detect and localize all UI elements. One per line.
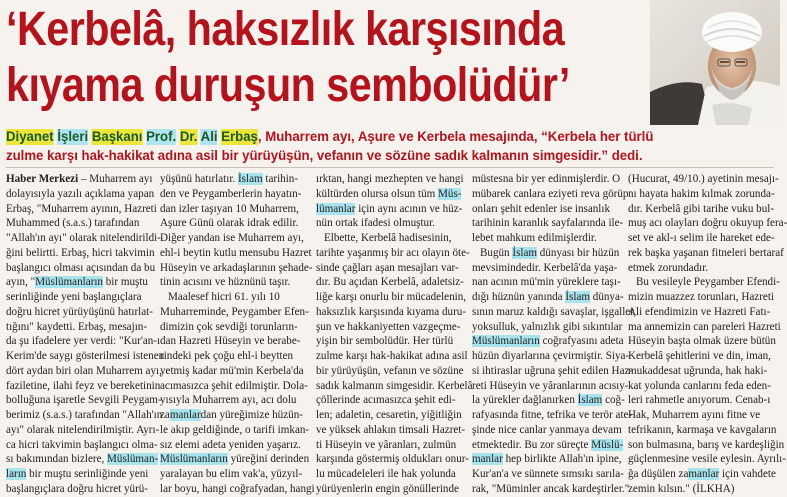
body-line: faziletine, ilahi feyz ve bereketinin: [6, 379, 161, 392]
body-line: lar boyu, hangi coğrafyadan, hangi: [160, 482, 315, 495]
body-line: nün ortak ifadesi olmuştur.: [316, 217, 435, 230]
body-line: dığı hüznün yanında İslam dünya-: [472, 291, 624, 303]
body-line: yısıyla Muharrem ayı, acı dolu: [160, 394, 297, 407]
body-line: sinde çağları aşan mesajları var-: [316, 261, 459, 274]
body-line: yüşünü hatırlatır. İslam tarihin-: [160, 173, 299, 185]
body-line: rindeki pek çoğu ehl-i beytten: [160, 350, 294, 362]
body-line: Bugün İslam dünyası bir hüzün: [480, 246, 620, 259]
body-line: mübarek canlara eziyeti reva görüp: [472, 187, 629, 200]
body-line: Bu vesileyle Peygamber Efendi-: [636, 276, 780, 289]
deck-name-1: Diyanet: [6, 129, 54, 145]
body-line: onları şehit edenler ise insanlık: [472, 202, 611, 215]
body-line: lebet mahkum edilmişlerdir.: [472, 232, 597, 244]
body-line: Haber Merkezi – Muharrem ayı: [6, 173, 153, 185]
body-line: si ihtiraslar uğruna şehit edilen Haz-: [472, 364, 634, 377]
body-line: Aşure Günü olarak idrak edilir.: [160, 217, 299, 230]
text-column-1: [6, 172, 165, 495]
body-line: dan Hazreti Hüseyin ve berabe-: [160, 335, 301, 348]
body-line: son bulmasına, barış ve kardeşliğin: [628, 438, 785, 451]
body-line: yaralayan bu elim vak'a, yüzyıl-: [160, 468, 303, 480]
body-line: tığını" kaydetti. Erbaş, mesajın-: [6, 320, 148, 333]
body-line: Hüseyin başta olmak üzere bütün: [628, 335, 776, 348]
body-line: Kerbelâ şehitlerini ve din, iman,: [628, 350, 771, 362]
body-line: başlangıçlara doğru hicret yürü-: [6, 482, 149, 495]
body-line: manlar hep birlikte Allah'ın ipine,: [472, 453, 622, 466]
body-line: Elbette, Kerbelâ hadisesinin,: [324, 232, 452, 244]
deck-name-3: Başkanı: [91, 129, 143, 145]
body-line: hüzün diyarlarına çevirmiştir. Siya-: [472, 350, 630, 362]
body-line: sadık kalmanın simgesidir. Kerbelâ: [316, 379, 473, 392]
body-line: Diğer yandan ise Muharrem ayı,: [160, 232, 304, 244]
body-line: karşında göstermiş oldukları onur-: [316, 453, 469, 466]
body-line: ehl-i beytin kutlu mensubu Hazret: [160, 246, 312, 259]
body-line: dolayısıyla yazılı açıklama yapan: [6, 187, 155, 200]
body-line: acımasızca şehit edilmiştir. Dola-: [160, 379, 308, 392]
divider: [6, 167, 774, 168]
body-line: Erbaş, "Muharrem ayının, Hazreti: [6, 202, 157, 215]
body-line: rak, "Müminler ancak kardeştirler.": [472, 482, 630, 495]
body-line: leri rahmetle anıyorum. Cenab-ı: [628, 394, 771, 407]
body-line: güçlenmesine vesile eylesin. Ayrılı-: [628, 453, 786, 466]
body-line: yişin bir sembolüdür. Her türlü: [316, 335, 454, 348]
portrait-photo: [650, 0, 780, 125]
body-line: ti Hüseyin ve yâranları, zulmün: [316, 438, 457, 451]
body-line: muş acı olayları doğru okuyup fera-: [628, 217, 787, 230]
body-line: da şu ifadelere yer verdi: "Kur'an-ı: [6, 335, 161, 348]
body-line: Maalesef hicri 61. yılı 10: [168, 291, 280, 303]
body-line: Muhammed (s.a.s.) tarafından: [6, 217, 140, 230]
body-line: lümanlar için aynı acının ve hüz-: [316, 202, 463, 215]
body-line: mizin muazzez torunları, Hazreti: [628, 291, 774, 303]
body-line: ğa düşülen zamanlar için vahdete: [628, 468, 776, 480]
body-line: Müslümanların yüreğini derinden: [160, 453, 310, 466]
body-line: etmek zorundadır.: [628, 261, 709, 274]
text-column-3: [316, 172, 473, 495]
body-line: tinin acısını ve hüznünü taşır.: [160, 276, 291, 289]
body-line: len; adaletin, cesaretin, yiğitliğin: [316, 409, 462, 421]
body-line: yürüyenlerin engin gönüllerinde: [316, 482, 459, 495]
body-line: Kerim'de saygı gösterilmesi istenen: [6, 350, 165, 362]
deck-line-1-rest: , Muharrem ayı, Aşure ve Kerbela mesajında, “Kerbela her türlü: [257, 129, 654, 145]
article-deck: [6, 128, 722, 166]
body-line: Müslümanların coğrafyasını adeta: [472, 335, 624, 348]
deck-name-7: Erbaş: [221, 129, 258, 145]
body-line: etmektedir. Bu zor süreçte Müslü-: [472, 438, 624, 451]
text-column-2: [160, 172, 315, 495]
body-line: dır. Bu açıdan Kerbelâ, adaletsiz-: [316, 276, 464, 289]
headline-line-1: ‘Kerbelâ, haksızlık karşısında: [6, 3, 565, 56]
body-line: dır. Kerbelâ gibi tarihe vuku bul-: [628, 202, 775, 215]
body-line: ve yüksek ahlakın timsali Hazret-: [316, 423, 466, 436]
body-line: dört aydan biri olan Muharrem ayı,: [6, 364, 162, 377]
body-line: zamanlardan yüreğimize hüzün-: [160, 409, 303, 421]
body-line: ların bir muştu serinliğinde yeni: [6, 468, 149, 480]
body-line: kültürden olursa olsun tüm Müs-: [316, 187, 462, 200]
body-line: Hüseyin ve arkadaşlarının şehade-: [160, 261, 313, 274]
body-line: (Hucurat, 49/10.) ayetinin mesajı-: [628, 173, 779, 185]
body-line: haksızlık karşısında kıyama duru-: [316, 305, 467, 318]
body-line: yoksulluk, yalnızlık gibi sıkıntılar: [472, 320, 623, 333]
body-line: Hak, Muharrem ayını fitne ve: [628, 409, 761, 421]
body-line: Ali efendimizin ve Hazreti Fatı-: [628, 305, 771, 318]
body-line: rek başka yaşanan fitneleri bertaraf: [628, 246, 784, 259]
body-line: reti Hüseyin ve yâranlarının acısıy-: [472, 379, 629, 392]
body-line: nan acının mü'min yüreklere taşı-: [472, 276, 621, 289]
body-line: dimizin çok sevdiği torunların-: [160, 320, 298, 333]
body-line: ma annemizin can pareleri Hazreti: [628, 320, 781, 333]
body-line: şinde nice canlar yanmaya devam: [472, 423, 622, 436]
body-line: başlangıcı olması açısından da bu: [6, 261, 156, 274]
deck-line-1: [6, 128, 722, 147]
headline-line-2: kıyama duruşun sembolüdür’: [6, 59, 570, 112]
body-line: set ve akl-ı selim ile hareket ede-: [628, 232, 775, 244]
body-line: dan izler taşıyan 10 Muharrem,: [160, 202, 299, 215]
body-line: yetmiş kadar mü'min Kerbela'da: [160, 364, 304, 377]
body-line: ca hicri takvimin başlangıcı olma-: [6, 438, 158, 451]
body-line: liğe karşı onurlu bir mücadelenin,: [316, 291, 467, 303]
body-line: la yürekler dağlanırken İslam coğ-: [472, 394, 625, 407]
body-line: tarihte yaşanmış bir acı olayın öte-: [316, 246, 470, 259]
deck-name-2: İşleri: [57, 129, 89, 145]
body-line: mevsimindedir. Kerbelâ'da yaşa-: [472, 261, 618, 274]
text-column-4: [472, 172, 637, 495]
body-line: lu mücadeleleri ile hak yolunda: [316, 468, 456, 480]
deck-name-4: Prof.: [146, 129, 177, 145]
article-body: [0, 172, 787, 495]
body-line: rafyasında fitne, tefrika ve terör ate-: [472, 409, 633, 421]
body-line: ırktan, hangi mezhepten ve hangi: [316, 173, 464, 185]
body-line: zulme karşı hak-hakikat adına asil: [316, 350, 468, 362]
body-line: kat yolunda canlarını feda eden-: [628, 379, 771, 392]
body-line: sının maruz kaldığı savaşlar, işgaller,: [472, 305, 637, 318]
body-line: ayı" olarak nitelendirilmiştir. Ayrı-: [6, 423, 160, 436]
body-line: le akıp geldiğinde, o tarifi imkan-: [160, 423, 310, 436]
body-line: berimiz (s.a.s.) tarafından "Allah'ın: [6, 409, 163, 421]
body-line: tarihinin karanlık sayfalarında ile-: [472, 217, 624, 230]
deck-name-5: Dr.: [179, 129, 198, 145]
body-line: Kur'an'a ve sünnete sımsıkı sarıla-: [472, 468, 624, 480]
body-line: zemin kılsın." (İLKHA): [628, 482, 735, 495]
body-line: serinliğinde yeni başlangıçlara: [6, 291, 142, 303]
body-line: sı bakımından bizlere, Müslüman-: [6, 453, 159, 466]
body-line: sız elemi adeta yeniden yaşarız.: [160, 438, 301, 451]
deck-line-2: zulme karşı hak-hakikat adına asil bir yürüyüşün, vefanın ve sözüne sadık kalmanın simgesidir.” dedi.: [6, 148, 643, 164]
body-line: bolluğuna işaretle Sevgili Peygam-: [6, 394, 162, 407]
portrait-illustration: [650, 0, 780, 125]
headline: [6, 2, 578, 114]
body-line: den ve Peygamberlerin hayatın-: [160, 187, 302, 200]
body-line: bir yürüyüşün, vefanın ve sözüne: [316, 364, 464, 377]
body-line: ğini belirtti. Erbaş, hicri takvimin: [6, 246, 155, 259]
body-line: ayın, "Müslümanların bir muştu: [6, 276, 148, 289]
body-line: müstesna bir yer edinmişlerdir. O: [472, 173, 621, 185]
body-line: mukaddesat uğrunda, hak haki-: [628, 364, 768, 377]
body-line: çöllerinde acımasızca şehit edi-: [316, 394, 456, 407]
body-line: tefrikanın, karmaşa ve kavgaların: [628, 423, 777, 436]
body-line: nı hayata hakim kılmak zorunda-: [628, 187, 775, 200]
body-line: "Allah'ın ayı" olarak nitelendirildi-: [6, 232, 161, 244]
body-line: Muharreminde, Peygamber Efen-: [160, 305, 309, 318]
body-line: şun ve hakkaniyetten vazgeçme-: [316, 320, 461, 333]
deck-name-6: Ali: [200, 129, 218, 145]
text-column-5: [628, 172, 787, 495]
body-line: doğru hicret yürüyüşünü hatırlat-: [6, 305, 153, 318]
